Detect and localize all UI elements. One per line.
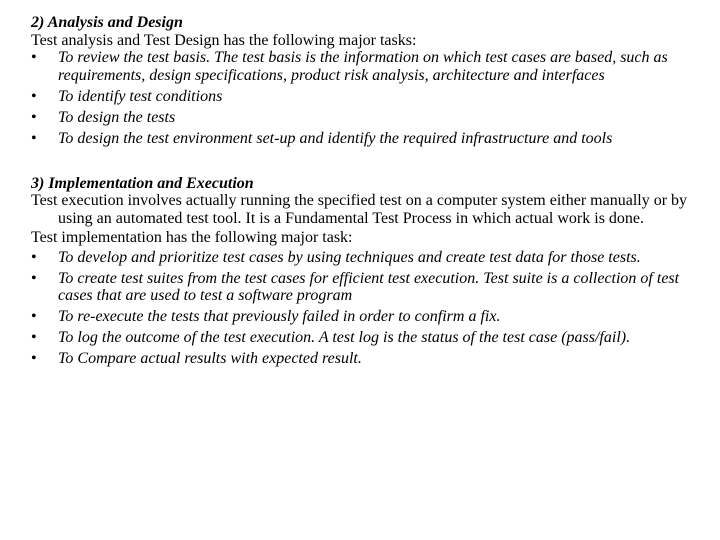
- bullet-icon: •: [31, 350, 37, 367]
- bullet-icon: •: [31, 87, 37, 105]
- section-heading: 2) Analysis and Design: [31, 14, 183, 31]
- section-heading: 3) Implementation and Execution: [31, 174, 254, 192]
- section-paragraph: Test execution involves actually running the specified test on a computer system either manually or by using an automated test tool. It is a Fundamental Test Process in which actual work is done.: [31, 192, 688, 227]
- list-item-text: To re-execute the tests that previously failed in order to confirm a fix.: [58, 308, 501, 325]
- section-spacer: [31, 151, 701, 175]
- list-item-text: To design the test environment set-up and identify the required infrastructure and tools: [58, 129, 613, 147]
- section-analysis-design: [31, 14, 701, 147]
- list-item: [31, 49, 701, 84]
- bullet-icon: •: [31, 108, 37, 126]
- list-item-text: To log the outcome of the test execution. A test log is the status of the test case (pass/fail).: [58, 329, 631, 346]
- section-intro: Test analysis and Test Design has the following major tasks:: [31, 31, 417, 49]
- task-list: [31, 49, 701, 147]
- list-item: [31, 308, 701, 326]
- list-item-text: To create test suites from the test cases for efficient test execution. Test suite is a collection of test cases that are used to test a software program: [58, 269, 680, 304]
- list-item-text: To develop and prioritize test cases by using techniques and create test data for those tests.: [58, 248, 641, 266]
- document-page: [31, 14, 701, 371]
- bullet-icon: •: [31, 308, 37, 325]
- list-item: [31, 130, 701, 148]
- bullet-icon: •: [31, 49, 37, 66]
- bullet-icon: •: [31, 329, 37, 346]
- list-item: [31, 249, 701, 267]
- list-item-text: To Compare actual results with expected result.: [58, 350, 362, 367]
- list-item: [31, 109, 701, 127]
- list-item-text: To identify test conditions: [58, 87, 223, 105]
- bullet-icon: •: [31, 129, 37, 147]
- list-item: [31, 329, 701, 347]
- list-item: [31, 350, 701, 368]
- bullet-icon: •: [31, 269, 37, 287]
- section-intro: Test implementation has the following major task:: [31, 229, 353, 246]
- task-list: [31, 249, 701, 368]
- list-item-text: To review the test basis. The test basis is the information on which test cases are based, such as requirements, design specifications, product risk analysis, architecture and interfaces: [58, 49, 668, 84]
- section-implementation-execution: [31, 175, 701, 368]
- bullet-icon: •: [31, 248, 37, 266]
- list-item: [31, 88, 701, 106]
- list-item-text: To design the tests: [58, 108, 176, 126]
- list-item: [31, 270, 701, 305]
